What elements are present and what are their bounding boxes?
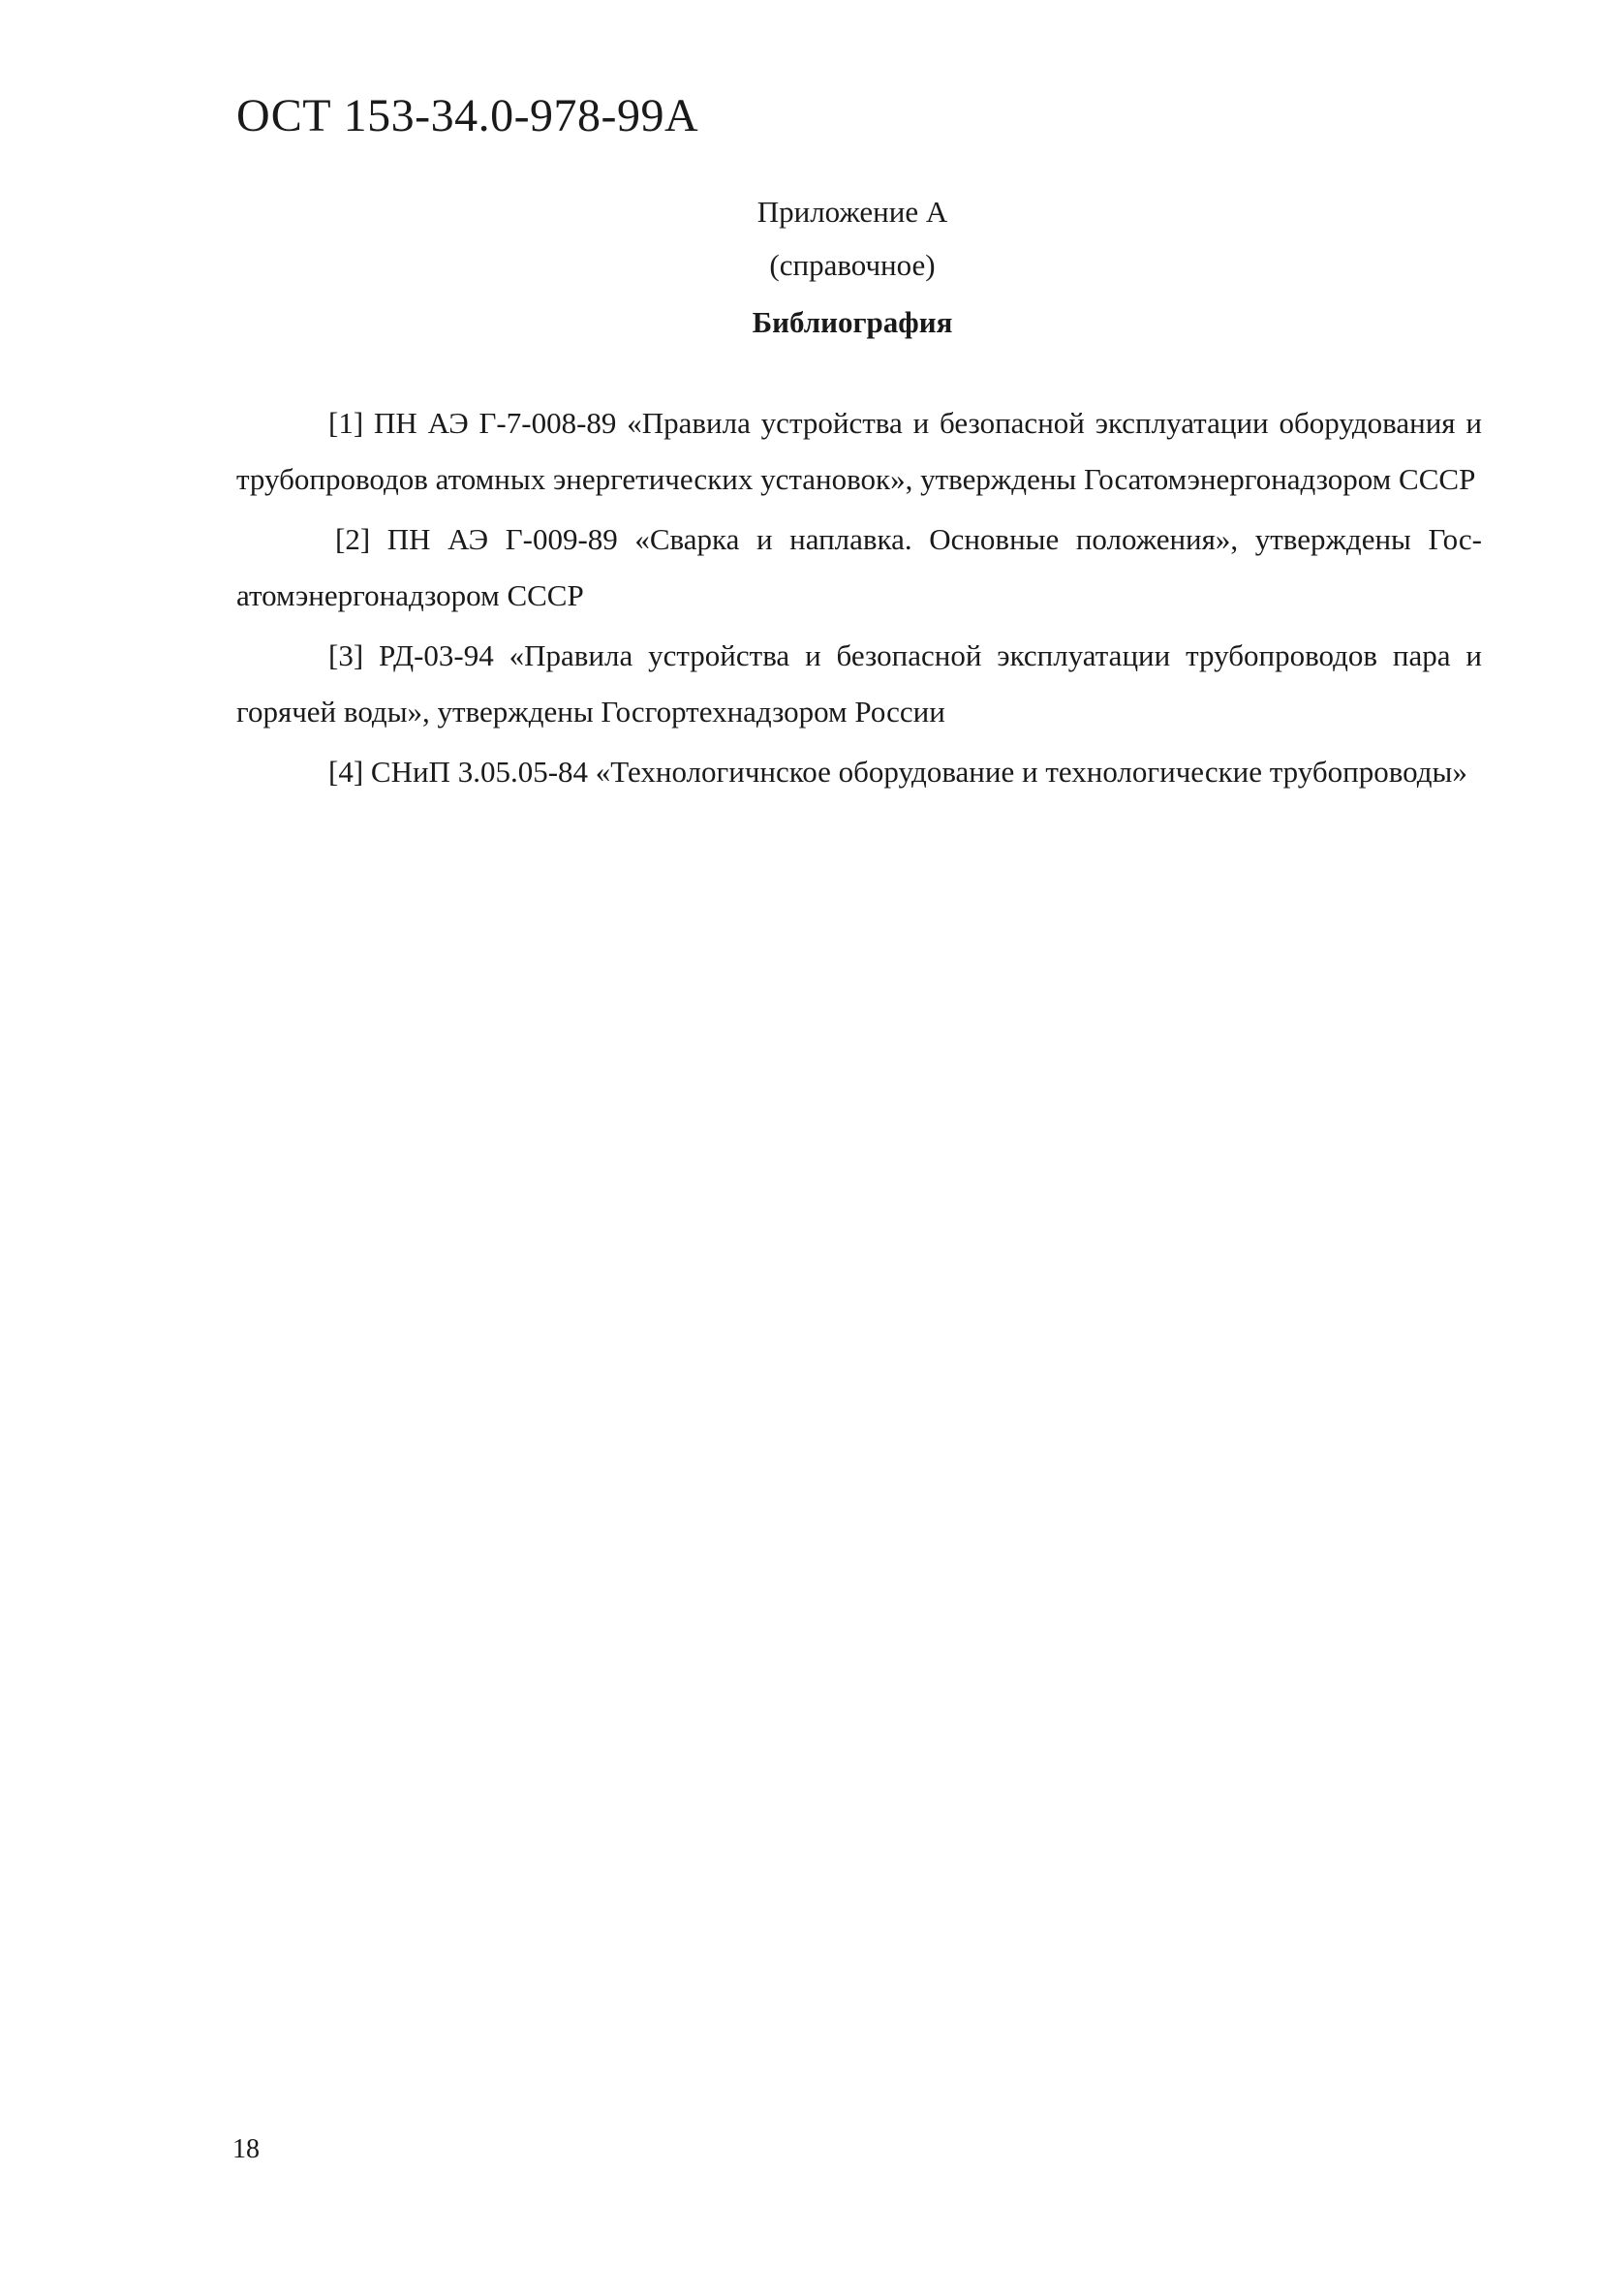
bibliography-entry-4: [4] СНиП 3.05.05-84 «Технологичнское оборудование и технологические трубопроводы» (328, 755, 1467, 789)
bibliography-entry-3: [3] РД-03-94 «Правила устройства и безопасной эксплуатации трубопроводов пара и горячей воды», утверждены Госгортехнадзором России (236, 638, 1482, 729)
appendix-title: Приложение А (756, 195, 948, 229)
bibliography-entry-2: [2] ПН АЭ Г-009-89 «Сварка и наплавка. Основные положения», утверждены Госатомэнергонадзором СССР (236, 522, 1482, 612)
document-code: ОСТ 153-34.0-978-99А (236, 90, 699, 141)
page-number: 18 (232, 2134, 260, 2164)
appendix-note: (справочное) (769, 248, 936, 282)
bibliography-list (236, 395, 1482, 804)
section-title: Библиография (752, 305, 953, 339)
bibliography-entry-1: [1] ПН АЭ Г-7-008-89 «Правила устройства и безопасной эксплуатации оборудования и трубопроводов атомных энергетических установок», утверждены Госатомэнергонадзором СССР (236, 406, 1482, 496)
